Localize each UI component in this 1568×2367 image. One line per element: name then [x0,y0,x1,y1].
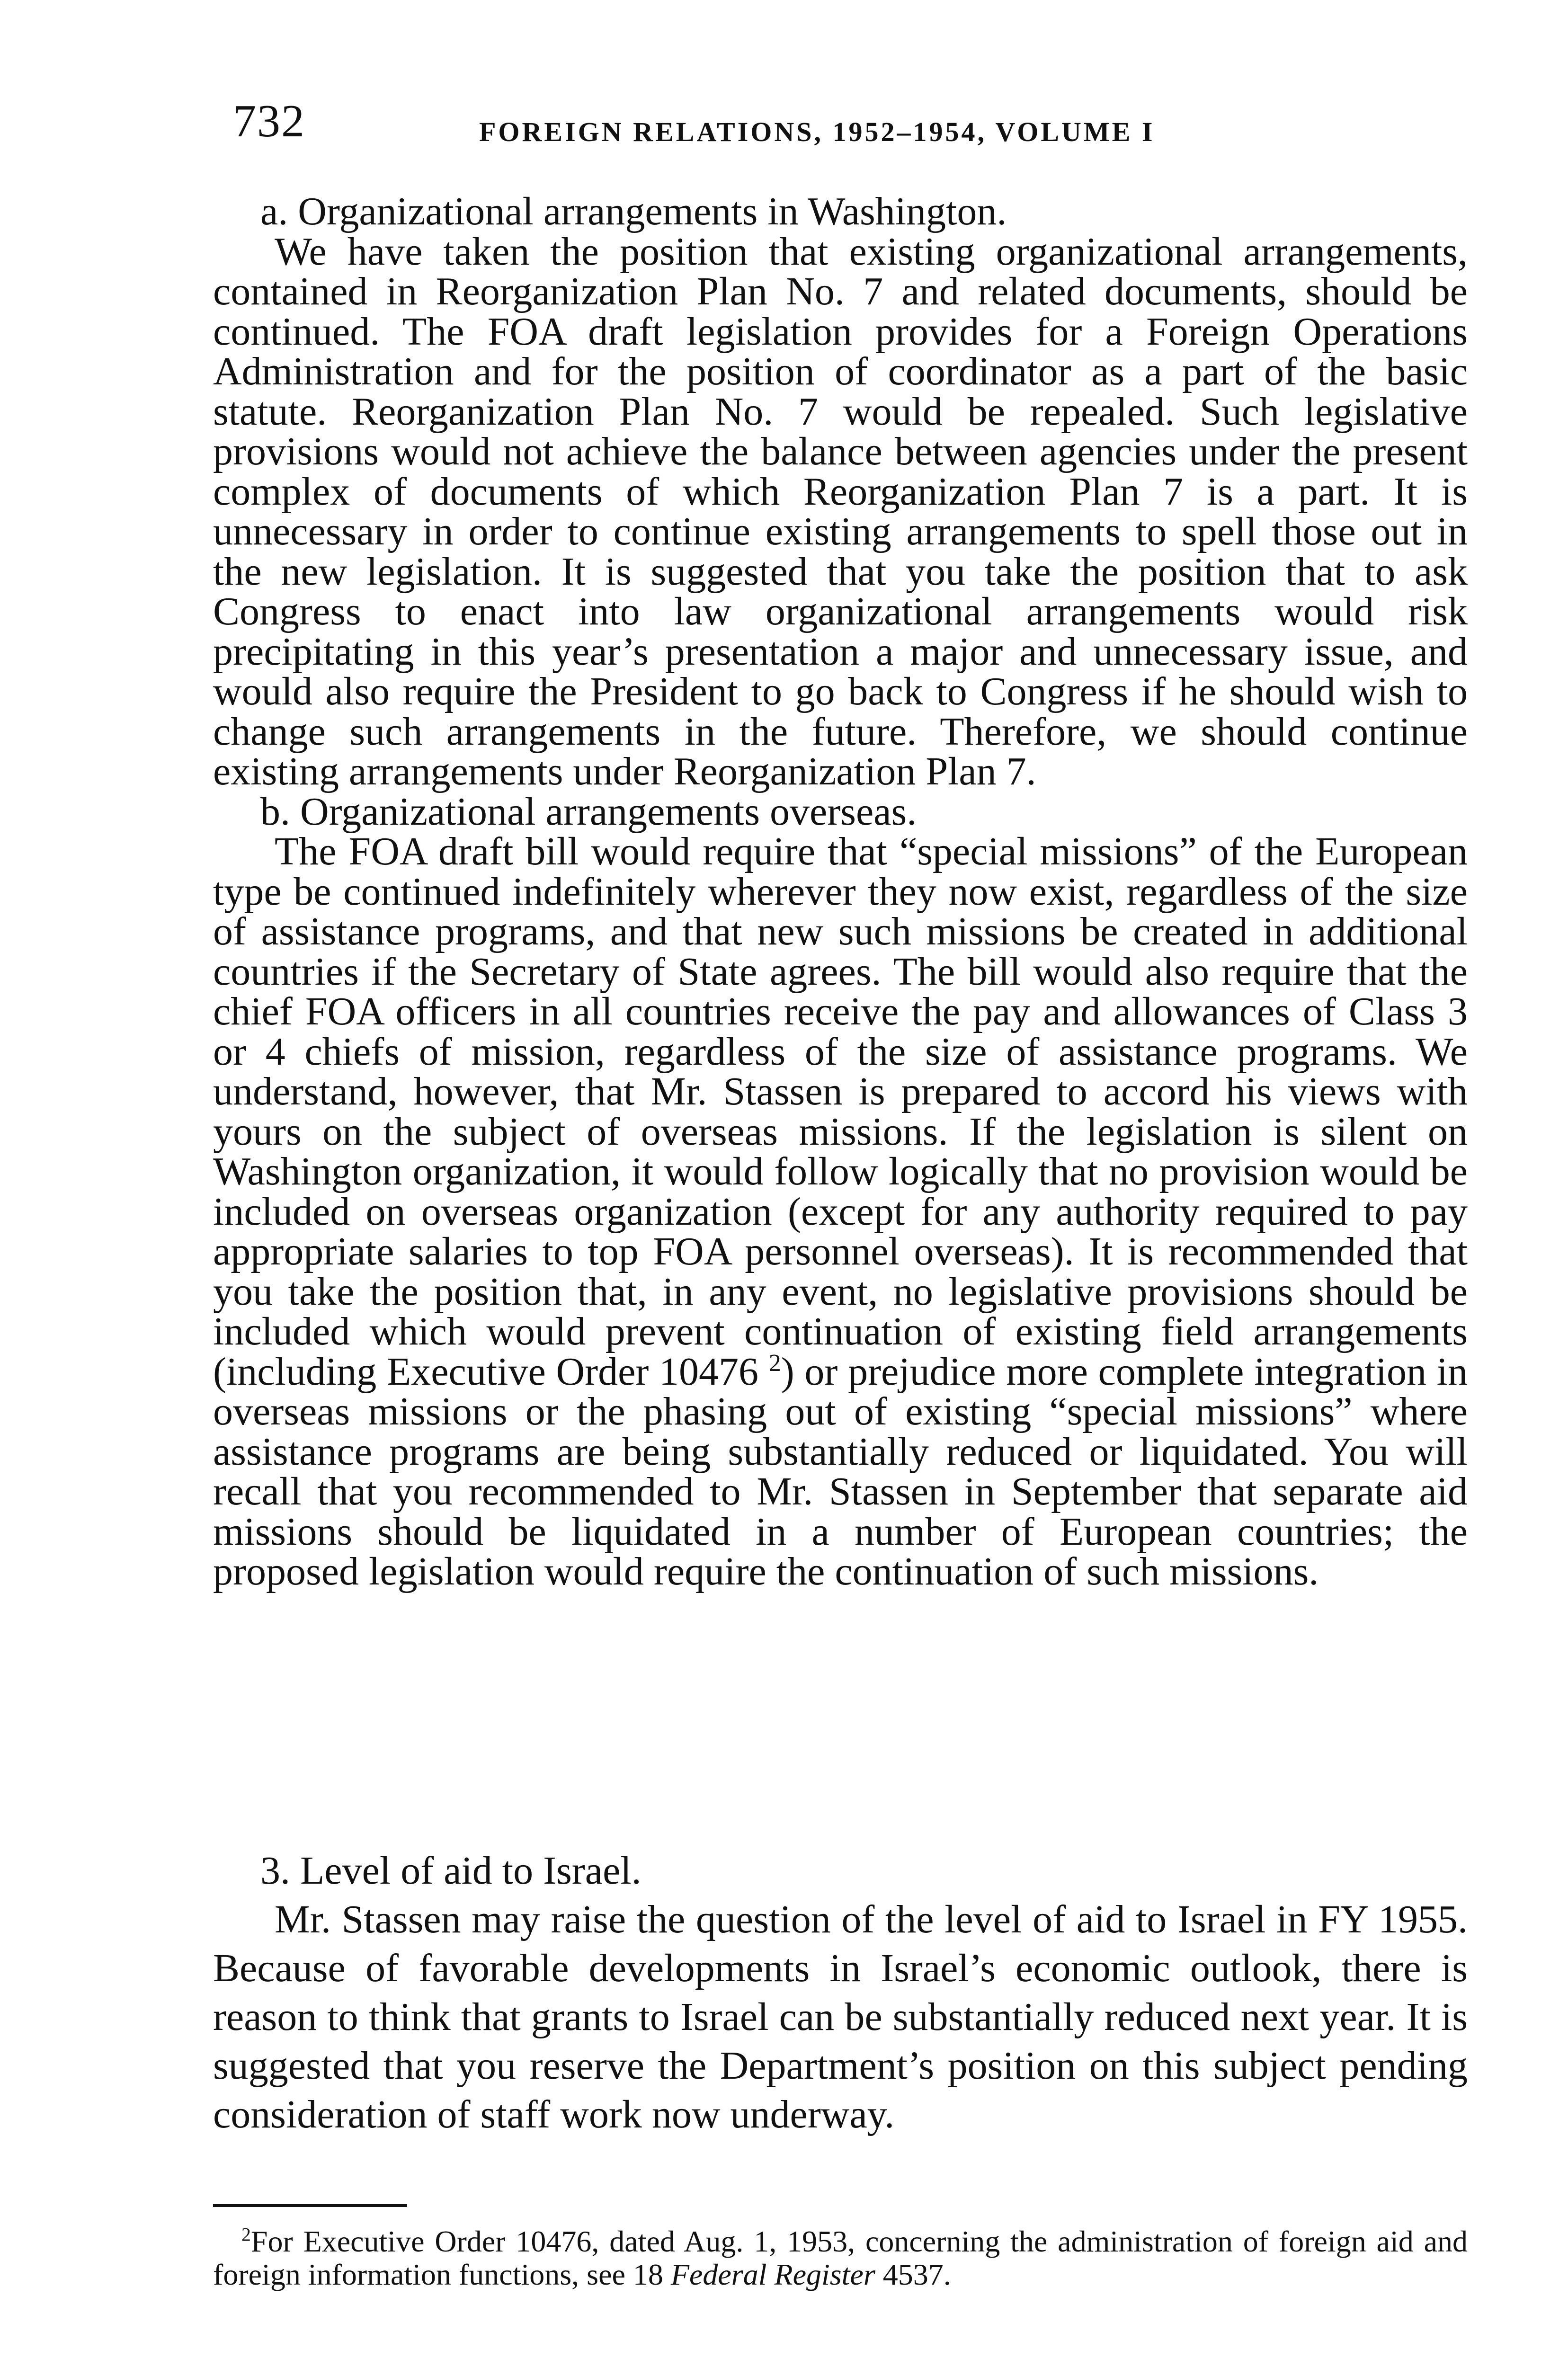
footnote-item [213,2225,1468,2291]
footnote-text-end: 4537. [875,2258,951,2291]
page-number: 732 [233,96,305,147]
page-header [233,93,1260,159]
subsection-b-heading: b. Organizational arrangements overseas. [260,789,917,834]
subsection-a-paragraph: We have taken the position that existing organizational arrangements, contained in Reorganization Plan No. 7 and related documents, should be continued. The FOA draft legislation provides for a Foreign Operations Administration and for the position of coordinator as a part of the basic statute. Reorganization Plan No. 7 would be repealed. Such legislative provisions would not achieve the balance between agencies under the present complex of documents of which Reorganization Plan 7 is a part. It is unnecessary in order to continue existing arrangements to spell those out in the new legislation. It is suggested that you take the position that to ask Congress to enact into law organizational arrangements would risk precipitating in this year’s presentation a major and unnecessary issue, and would also require the President to go back to Congress if he should wish to change such arrangements in the future. Therefore, we should continue existing arrangements under Reorganization Plan 7. [213,229,1468,793]
footnote-reference: 2 [768,1349,781,1377]
body-text-lower [213,1846,1468,2139]
section-3-paragraph: Mr. Stassen may raise the question of the level of aid to Israel in FY 1955. Because of favorable developments in Israel’s economic outlook, there is reason to think that grants to Israel can be substantially reduced next year. It is suggested that you reserve the Department’s position on this subject pending consideration of staff work now underway. [213,1897,1468,2136]
subsection-b-text-part1: The FOA draft bill would require that “special missions” of the European type be continued indefinitely wherever they now exist, regardless of the size of assistance programs, and that new such missions be created in additional countries if the Secretary of State agrees. The bill would also require that the chief FOA officers in all countries receive the pay and allowances of Class 3 or 4 chiefs of mission, regardless of the size of assistance programs. We understand, however, that Mr. Stassen is prepared to accord his views with yours on the subject of overseas missions. If the legislation is silent on Washington organization, it would follow logically that no provision would be included on overseas organization (except for any authority required to pay appropriate salaries to top FOA personnel overseas). It is recommended that you take the position that, in any event, no legislative provisions should be included which would prevent continuation of existing field arrangements (including Executive Order 10476 [213,829,1468,1394]
footnote-divider [213,2204,407,2207]
section-3-heading: 3. Level of aid to Israel. [260,1849,641,1893]
subsection-b-text-part2: ) or prejudice more complete integration in overseas missions or the phasing out of existing “special missions” where assistance programs are being substantially reduced or liquidated. You will recall that you recommended to Mr. Stassen in September that separate aid missions should be liquidated in a number of European countries; the proposed legislation would require the continuation of such missions. [213,1349,1468,1593]
body-text-upper [213,189,1468,1593]
running-head: FOREIGN RELATIONS, 1952–1954, VOLUME I [479,116,1155,147]
footnote-text: For Executive Order 10476, dated Aug. 1, 1953, concerning the administration of foreign aid and foreign information functions, see 18 [213,2225,1468,2291]
footnote-marker: 2 [241,2224,251,2245]
footnotes [213,2225,1468,2291]
subsection-b-paragraph [213,829,1468,1593]
subsection-a-heading: a. Organizational arrangements in Washington. [260,189,1007,233]
footnote-italic-title: Federal Register [670,2258,875,2291]
